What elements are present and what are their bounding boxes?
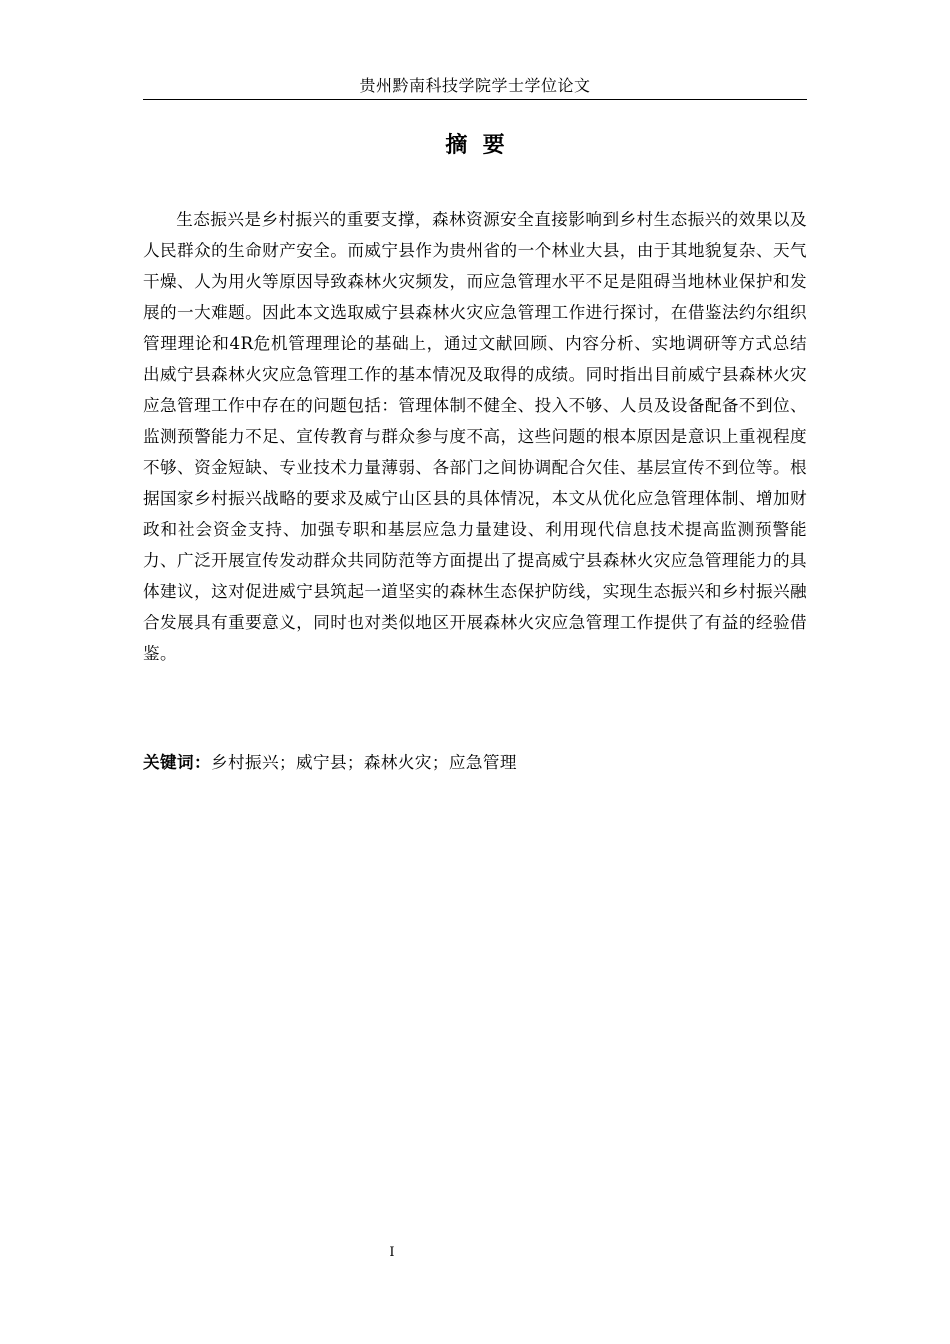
header-rule bbox=[143, 99, 807, 100]
keywords-line bbox=[143, 747, 807, 778]
keywords-list: 乡村振兴；威宁县；森林火灾；应急管理 bbox=[210, 753, 517, 772]
keywords-label: 关键词： bbox=[143, 753, 211, 772]
abstract-title: 摘 要 bbox=[445, 133, 505, 158]
page-number: I bbox=[389, 1245, 395, 1260]
running-header: 贵州黔南科技学院学士学位论文 bbox=[359, 76, 591, 95]
abstract-body: 生态振兴是乡村振兴的重要支撑，森林资源安全直接影响到乡村生态振兴的效果以及人民群众的生命财产安全。而威宁县作为贵州省的一个林业大县，由于其地貌复杂、天气干燥、人为用火等原因导致森林火灾频发，而应急管理水平不足是阻碍当地林业保护和发展的一大难题。因此本文选取威宁县森林火灾应急管理工作进行探讨，在借鉴法约尔组织管理理论和4R危机管理理论的基础上，通过文献回顾、内容分析、实地调研等方式总结出威宁县森林火灾应急管理工作的基本情况及取得的成绩。同时指出目前威宁县森林火灾应急管理工作中存在的问题包括：管理体制不健全、投入不够、人员及设备配备不到位、监测预警能力不足、宣传教育与群众参与度不高，这些问题的根本原因是意识上重视程度不够、资金短缺、专业技术力量薄弱、各部门之间协调配合欠佳、基层宣传不到位等。根据国家乡村振兴战略的要求及威宁山区县的具体情况，本文从优化应急管理体制、增加财政和社会资金支持、加强专职和基层应急力量建设、利用现代信息技术提高监测预警能力、广泛开展宣传发动群众共同防范等方面提出了提高威宁县森林火灾应急管理能力的具体建议，这对促进威宁县筑起一道坚实的森林生态保护防线，实现生态振兴和乡村振兴融合发展具有重要意义，同时也对类似地区开展森林火灾应急管理工作提供了有益的经验借鉴。 bbox=[143, 210, 807, 663]
